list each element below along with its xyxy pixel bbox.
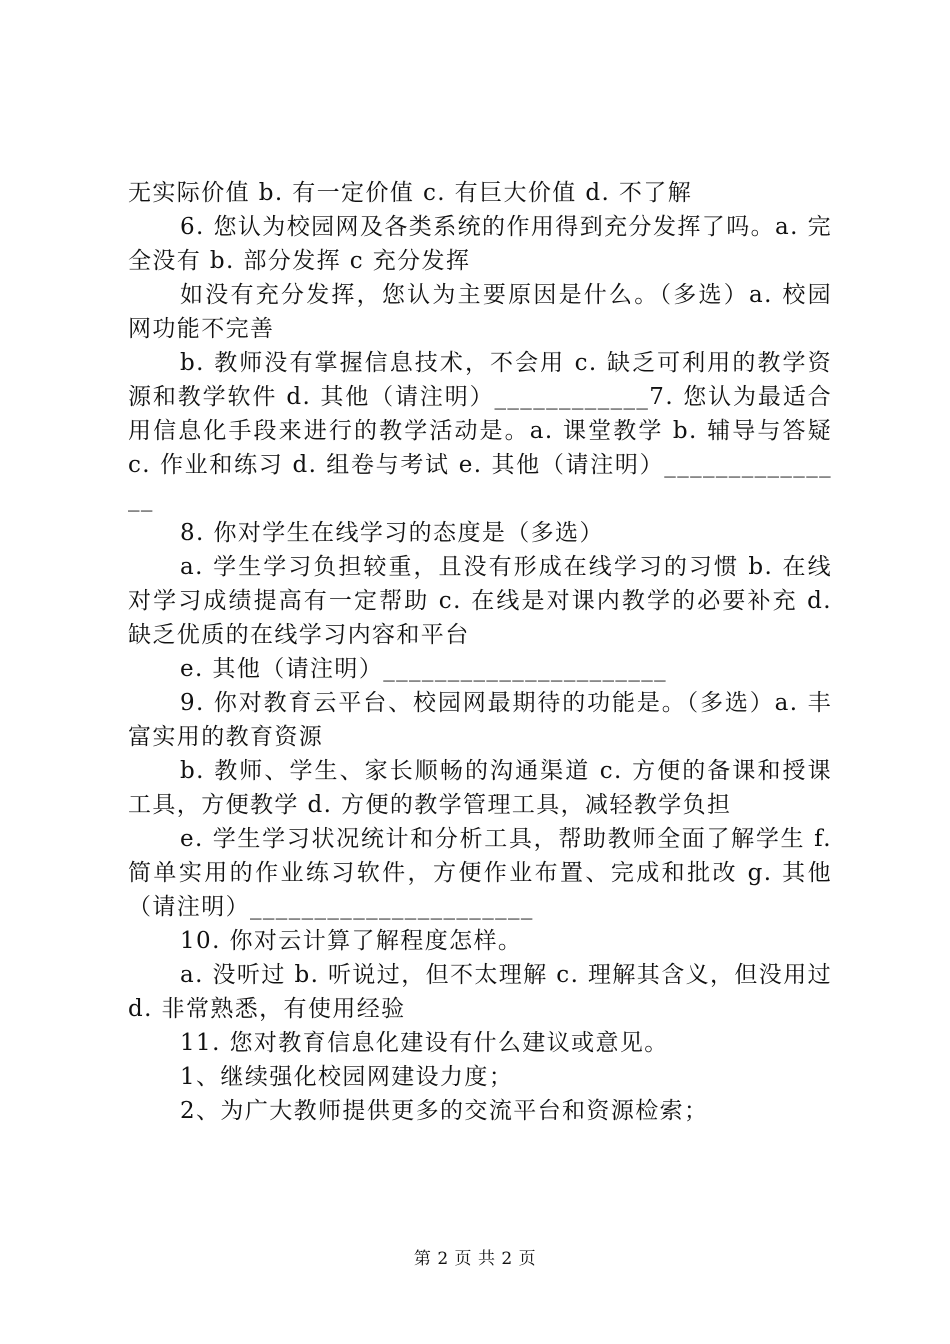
paragraph-5: a. 学生学习负担较重，且没有形成在线学习的习惯 b. 在线对学习成绩提高有一定帮助 c. 在线是对课内教学的必要补充 d. 缺乏优质的在线学习内容和平台: [128, 554, 832, 648]
paragraph-1: 6. 您认为校园网及各类系统的作用得到充分发挥了吗。a. 完全没有 b. 部分发挥 c 充分发挥: [128, 214, 832, 274]
paragraph-14: 2、为广大教师提供更多的交流平台和资源检索；: [180, 1098, 709, 1124]
paragraph-0: 无实际价值 b. 有一定价值 c. 有巨大价值 d. 不了解: [128, 180, 693, 206]
document-body: [128, 176, 832, 1128]
paragraph-9: e. 学生学习状况统计和分析工具，帮助教师全面了解学生 f. 简单实用的作业练习软件，方便作业布置、完成和批改 g. 其他（请注明）______________________: [128, 826, 832, 920]
paragraph-8: b. 教师、学生、家长顺畅的沟通渠道 c. 方便的备课和授课工具，方便教学 d. 方便的教学管理工具，减轻教学负担: [128, 758, 832, 818]
paragraph-11: a. 没听过 b. 听说过，但不太理解 c. 理解其含义，但没用过 d. 非常熟悉，有使用经验: [128, 962, 833, 1022]
paragraph-13: 1、继续强化校园网建设力度；: [180, 1064, 514, 1090]
paragraph-3: b. 教师没有掌握信息技术，不会用 c. 缺乏可利用的教学资源和教学软件 d. 其他（请注明）____________7. 您认为最适合用信息化手段来进行的教学活动是。a. 课堂教学 b. 辅导与答疑 c. 作业和练习 d. 组卷与考试 e. 其他（请注明）_______________: [128, 350, 832, 512]
paragraph-4: 8. 你对学生在线学习的态度是（多选）: [180, 520, 604, 546]
paragraph-10: 10. 你对云计算了解程度怎样。: [180, 928, 523, 954]
paragraph-2: 如没有充分发挥，您认为主要原因是什么。（多选）a. 校园网功能不完善: [128, 282, 832, 342]
paragraph-7: 9. 你对教育云平台、校园网最期待的功能是。（多选）a. 丰富实用的教育资源: [128, 690, 832, 750]
paragraph-6: e. 其他（请注明）______________________: [180, 656, 668, 682]
paragraph-12: 11. 您对教育信息化建设有什么建议或意见。: [180, 1030, 669, 1056]
page-footer: 第 2 页 共 2 页: [413, 1249, 537, 1269]
